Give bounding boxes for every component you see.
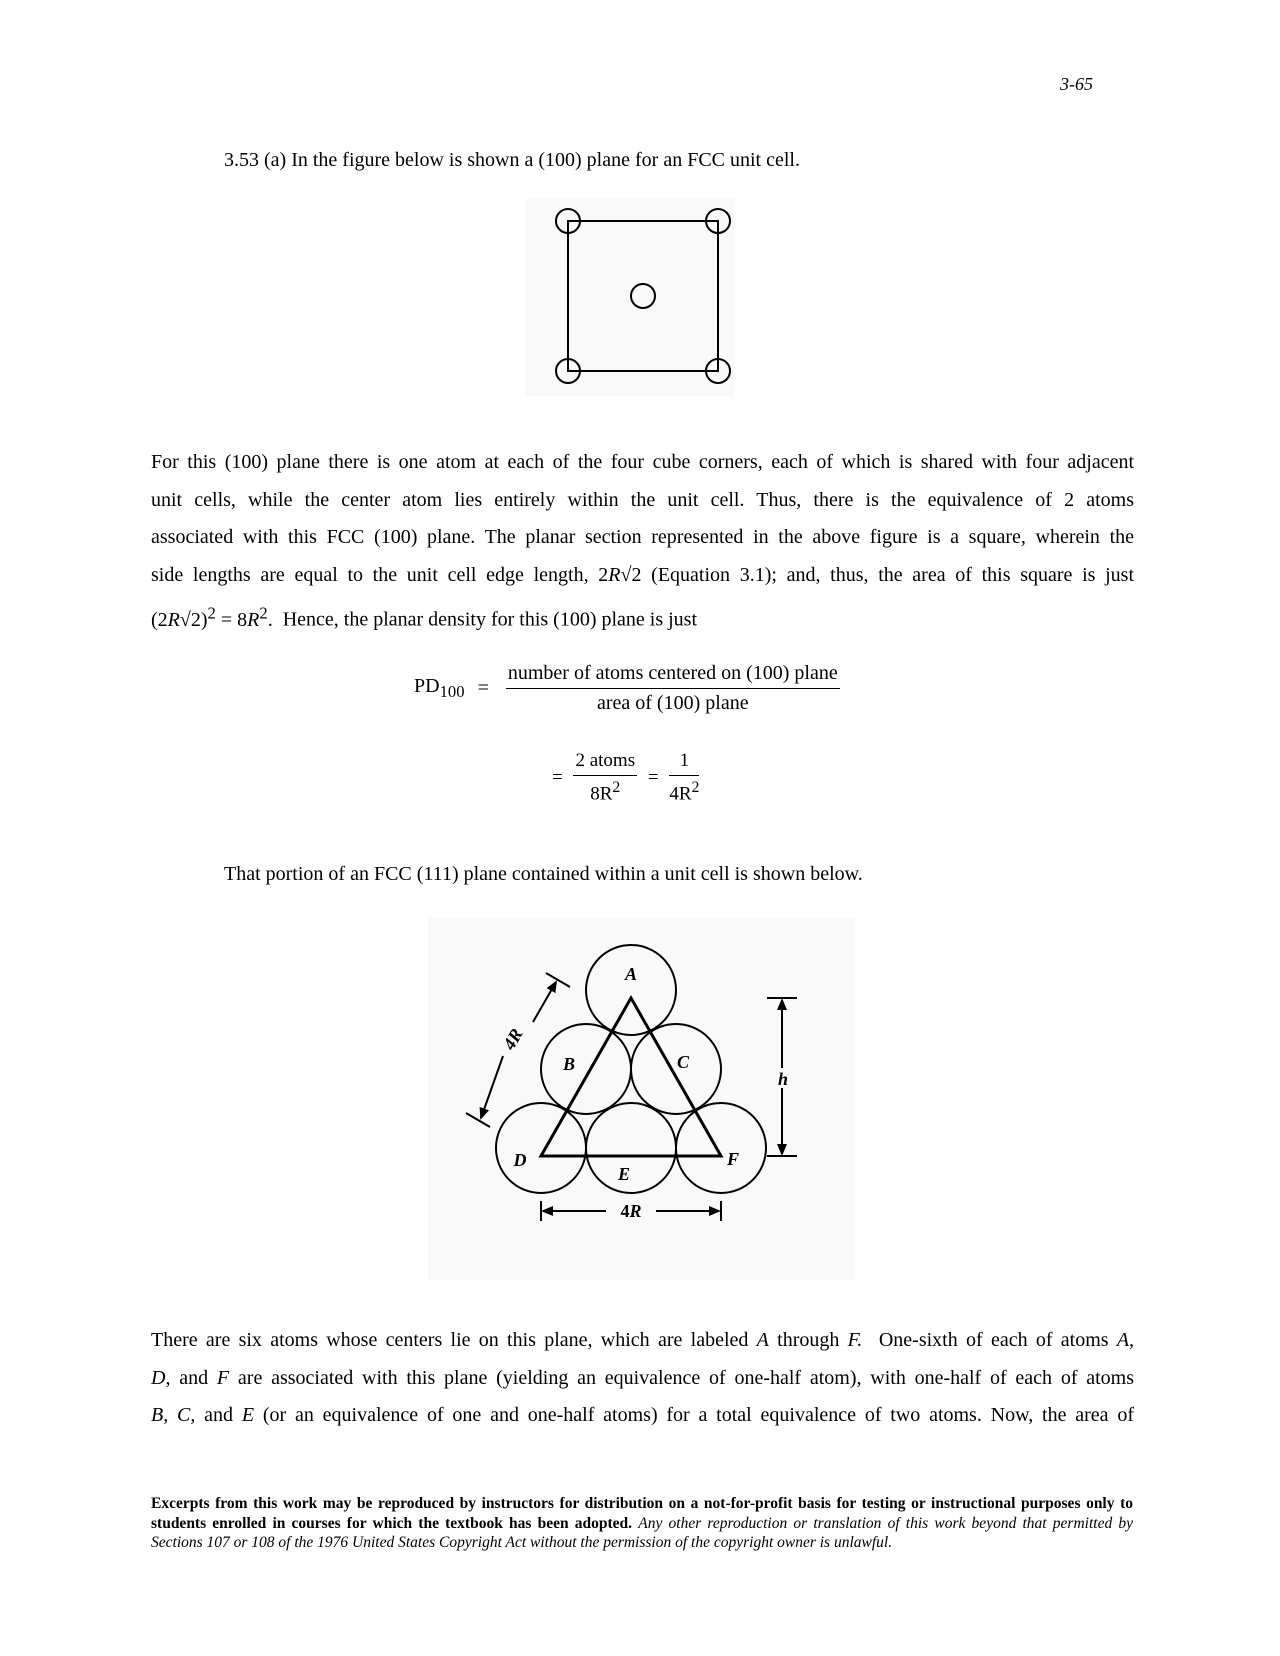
text-line: There are six atoms whose centers lie on this plane, which are labeled A through F. One-sixth of each of atoms A,: [151, 1329, 1135, 1351]
label-b: B: [562, 1054, 576, 1074]
fraction: [573, 750, 637, 805]
fcc-111-plane-figure: [428, 918, 854, 1280]
equals-sign: =: [552, 766, 563, 788]
text-line: D, and F are associated with this plane (yielding an equivalence of one-half atom), with one-half of each of atoms: [151, 1366, 1135, 1389]
label-base-4r: 4R: [620, 1201, 642, 1221]
copyright-footer: [151, 1494, 1133, 1553]
text-line: side lengths are equal to the unit cell edge length, 2R√2 (Equation 3.1); and, thus, the area of this square is just: [151, 563, 1135, 586]
side-arrow-down: [481, 1056, 503, 1118]
side-tick-top: [546, 973, 570, 987]
planar-density-equation: [414, 662, 874, 715]
fraction: [669, 750, 699, 805]
unit-cell-square: [568, 221, 718, 371]
label-c: C: [676, 1052, 690, 1072]
problem-statement: 3.53 (a) In the figure below is shown a (100) plane for an FCC unit cell.: [224, 149, 800, 171]
atom-b: [541, 1024, 631, 1114]
equals-sign: =: [647, 766, 659, 788]
label-side-4r: 4R: [498, 1024, 527, 1054]
fraction: [506, 662, 840, 715]
footer-notice: Excerpts from this work may be reproduced by instructors for distribution on a not-for-profit basis for testing or instructional purposes only to students enrolled in courses for which the textbook has been adopted.: [151, 1495, 1133, 1532]
text-line: $(2R√2)^2 = 8R^2$. Hence, the planar density for this (100) plane is just: [151, 603, 698, 631]
page-number: 3-65: [1060, 74, 1093, 94]
paragraph-100-plane: [151, 444, 1134, 639]
atom-f: [676, 1103, 766, 1193]
text-line: associated with this FCC (100) plane. The planar section represented in the above figure is a square, wherein the: [151, 526, 1134, 548]
area-expression: $(2R√2)^2 = 8R^2$.: [151, 603, 273, 631]
text-line: B, C, and E (or an equivalence of one and one-half atoms) for a total equivalence of two atoms. Now, the area of: [151, 1404, 1134, 1426]
side-arrow-up: [533, 982, 556, 1022]
equals-sign: =: [477, 677, 489, 699]
numerator: 2 atoms: [573, 750, 637, 776]
center-atom: [631, 284, 655, 308]
side-tick-bottom: [466, 1113, 490, 1127]
text-line: unit cells, while the center atom lies entirely within the unit cell. Thus, there is the equivalence of 2 atoms: [151, 488, 1134, 511]
denominator: $4R^2$: [669, 779, 700, 805]
atom-e: [586, 1103, 676, 1193]
planar-density-result: [552, 750, 752, 805]
numerator: number of atoms centered on (100) plane: [506, 662, 840, 689]
edge-length-expression: 2R√2: [598, 563, 642, 586]
label-d: D: [513, 1150, 527, 1170]
atom-d: [496, 1103, 586, 1193]
label-f: F: [726, 1149, 740, 1169]
denominator: $8R^2$: [590, 779, 621, 805]
plane-index-subscript: 100: [439, 682, 465, 701]
label-h: h: [777, 1069, 789, 1089]
paragraph-111-plane: [151, 1322, 1134, 1435]
fcc-100-plane-figure: [526, 198, 734, 396]
text-line: For this (100) plane there is one atom at each of the four cube corners, each of which is shared with four adjacent: [151, 451, 1134, 473]
planar-density-symbol: PD: [414, 675, 440, 697]
fcc-111-intro: That portion of an FCC (111) plane contained within a unit cell is shown below.: [224, 863, 863, 885]
denominator: area of (100) plane: [596, 692, 749, 714]
atom-a: [586, 945, 676, 1035]
label-e: E: [617, 1164, 631, 1184]
label-a: A: [624, 964, 638, 984]
numerator: 1: [669, 750, 699, 776]
footer-warning: Any other reproduction or translation of this work beyond that permitted by Sections 107 or 108 of the 1976 United States Copyright Act without the permission of the copyright owner is unlawful.: [151, 1514, 1134, 1551]
